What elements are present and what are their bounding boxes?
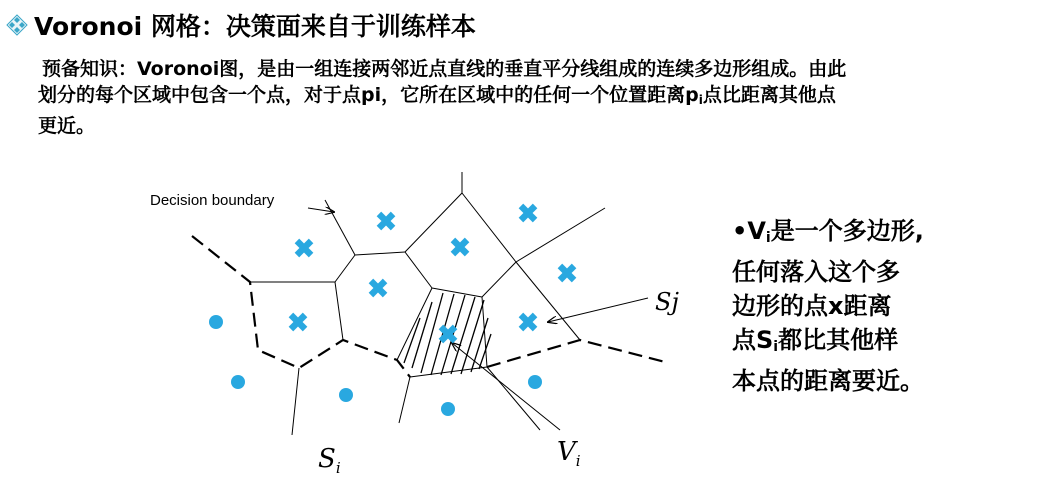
intro-line-2-subscript: i — [698, 93, 703, 107]
circle-sample-marker — [209, 315, 223, 329]
intro-line-1-text: 预备知识：Voronoi图，是由一组连接两邻近点直线的垂直平分线组成的连续多边形组成。由此 — [42, 58, 847, 80]
side-note-line-1 — [732, 214, 972, 255]
slide-title-text: Voronoi 网格：决策面来自于训练样本 — [34, 12, 476, 41]
intro-line-2-text-b: 点比距离其他点 — [702, 84, 836, 106]
decision-boundary — [192, 236, 665, 377]
side-note-line-4-b: 都比其他样 — [778, 326, 899, 354]
side-note-line-1-a: •V — [732, 217, 766, 245]
side-note-line-5: 本点的距离要近。 — [732, 367, 924, 395]
cross-sample-marker — [372, 207, 400, 235]
si-label-main: S — [318, 444, 336, 474]
circle-sample-marker — [441, 402, 455, 416]
side-note-line-4-sub: i — [773, 339, 779, 355]
circle-sample-marker — [339, 388, 353, 402]
vi-label-sub: i — [575, 452, 581, 470]
si-label-sub: i — [335, 459, 341, 477]
circle-sample-marker — [528, 375, 542, 389]
cross-sample-marker — [514, 308, 542, 336]
cross-sample-marker — [446, 233, 474, 261]
side-note-line-3: 边形的点x距离 — [732, 292, 892, 320]
cross-sample-marker — [290, 234, 318, 262]
side-note-line-1-b: 是一个多边形, — [770, 217, 924, 245]
side-note — [732, 214, 972, 398]
side-note-line-4 — [732, 323, 972, 364]
cross-sample-marker — [514, 199, 542, 227]
circle-sample-marker — [231, 375, 245, 389]
cross-samples — [284, 199, 581, 348]
cross-sample-marker — [553, 259, 581, 287]
sj-label: Sj — [655, 288, 679, 316]
voronoi-edges — [250, 172, 605, 435]
side-note-line-1-sub: i — [765, 230, 771, 246]
intro-line-2-text-a: 划分的每个区域中包含一个点，对于点pi，它所在区域中的任何一个位置距离p — [38, 84, 699, 106]
decision-boundary-label: Decision boundary — [150, 192, 275, 209]
cross-sample-marker — [284, 308, 312, 336]
si-label — [318, 444, 341, 477]
side-note-line-2: 任何落入这个多 — [732, 258, 900, 286]
side-note-line-4-a: 点S — [732, 326, 774, 354]
intro-line-3-text: 更近。 — [38, 115, 96, 137]
vi-label — [557, 437, 581, 470]
cross-sample-marker — [434, 320, 462, 348]
vi-label-main: V — [557, 437, 576, 467]
cross-sample-marker — [364, 274, 392, 302]
